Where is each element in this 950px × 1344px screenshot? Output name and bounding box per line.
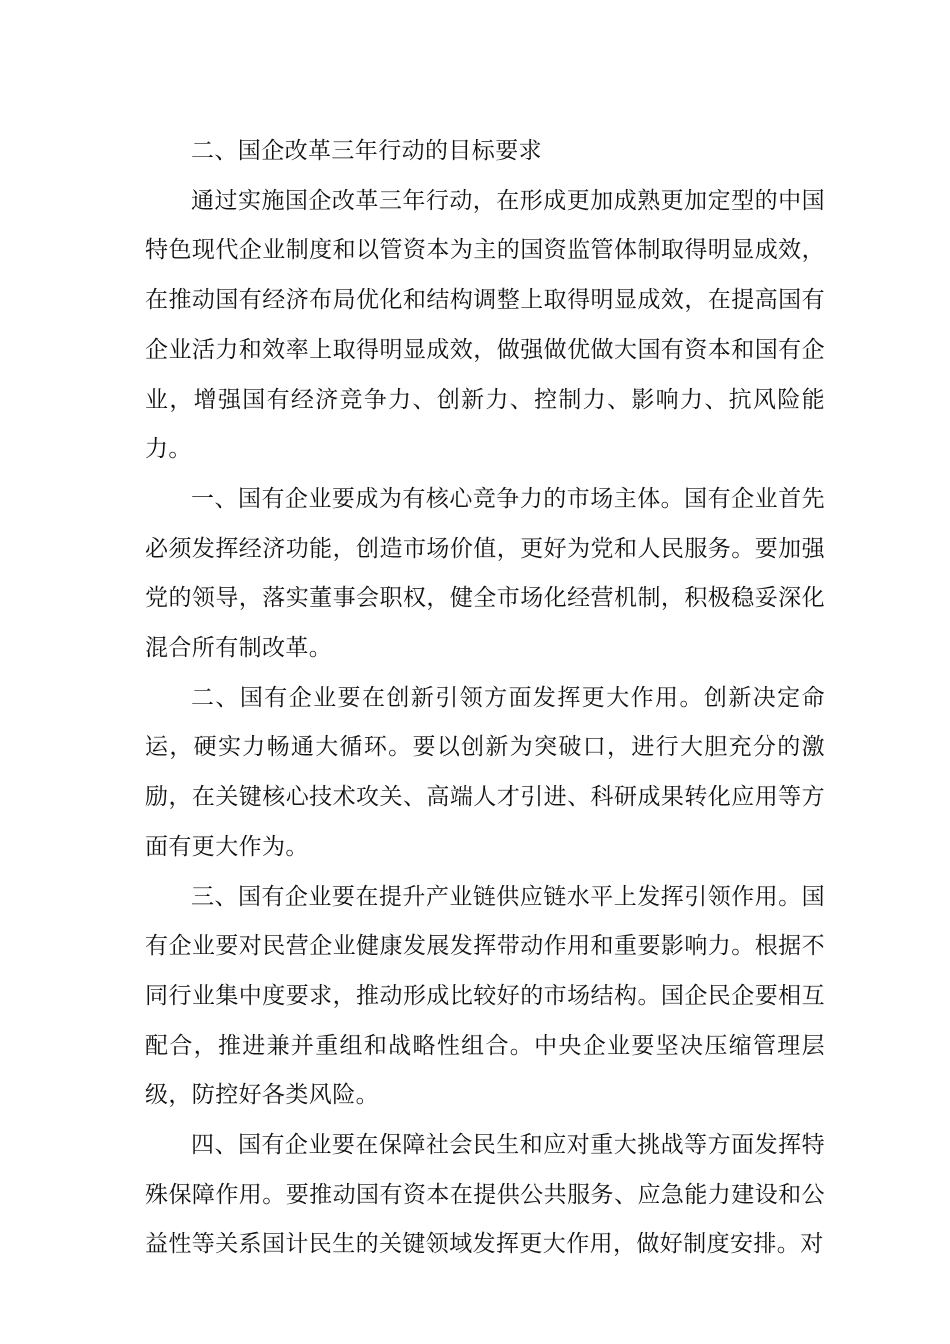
paragraph-point-3: 三、国有企业要在提升产业链供应链水平上发挥引领作用。国有企业要对民营企业健康发展发挥带动作用和重要影响力。根据不同行业集中度要求，推动形成比较好的市场结构。国企民企要相互配合，推进兼并重组和战略性组合。中央企业要坚决压缩管理层级，防控好各类风险。 [145, 883, 825, 1109]
paragraph-point-2: 二、国有企业要在创新引领方面发挥更大作用。创新决定命运，硬实力畅通大循环。要以创新为突破口，进行大胆充分的激励，在关键核心技术攻关、高端人才引进、科研成果转化应用等方面有更大作为。 [145, 684, 825, 860]
paragraph-point-4: 四、国有企业要在保障社会民生和应对重大挑战等方面发挥特殊保障作用。要推动国有资本在提供公共服务、应急能力建设和公益性等关系国计民生的关键领域发挥更大作用，做好制度安排。对 [145, 1132, 825, 1258]
section-heading: 二、国企改革三年行动的目标要求 [191, 138, 542, 164]
paragraph-point-1: 一、国有企业要成为有核心竞争力的市场主体。国有企业首先必须发挥经济功能，创造市场价值，更好为党和人民服务。要加强党的领导，落实董事会职权，健全市场化经营机制，积极稳妥深化混合所有制改革。 [145, 485, 825, 662]
document-body [145, 127, 825, 1270]
paragraph-goals: 通过实施国企改革三年行动，在形成更加成熟更加定型的中国特色现代企业制度和以管资本为主的国资监管体制取得明显成效，在推动国有经济布局优化和结构调整上取得明显成效，在提高国有企业活力和效率上取得明显成效，做强做优做大国有资本和国有企业，增强国有经济竞争力、创新力、控制力、影响力、抗风险能力。 [145, 187, 825, 463]
